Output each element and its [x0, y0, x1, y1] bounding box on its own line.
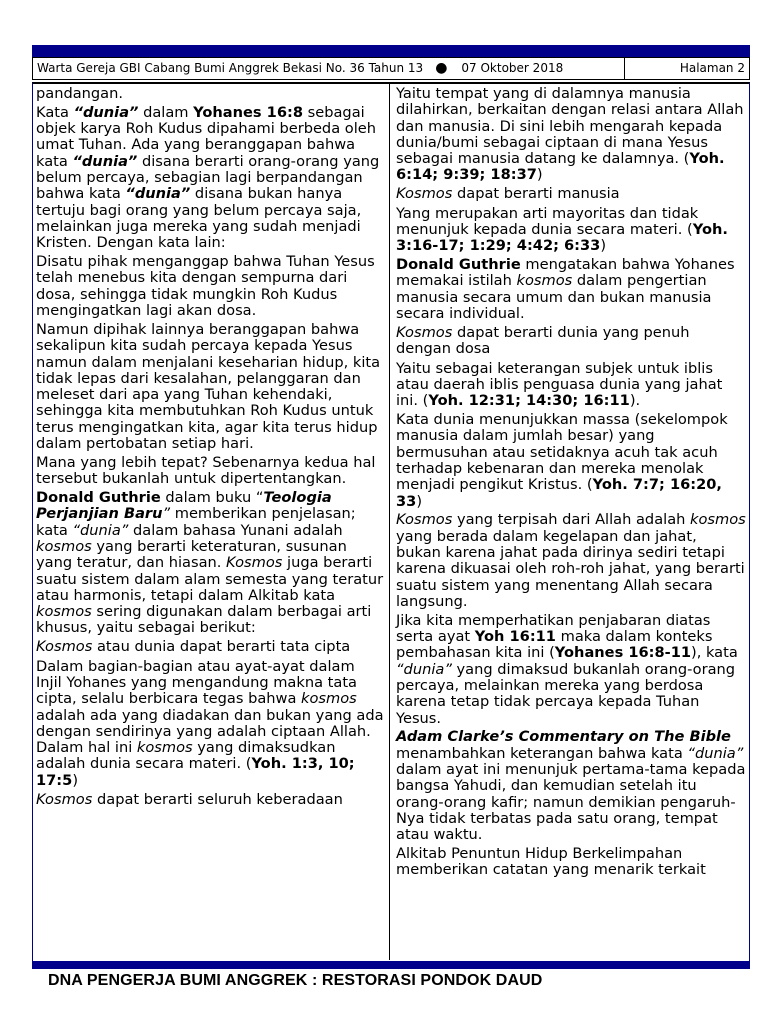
- text-run: ): [416, 492, 423, 510]
- page-header: [32, 57, 750, 80]
- paragraph: [396, 257, 746, 322]
- paragraph: [396, 206, 746, 255]
- right-column: [396, 86, 746, 881]
- section-heading: [396, 186, 746, 202]
- footer-bar: [32, 961, 750, 969]
- text-run: kosmos: [301, 690, 357, 708]
- header-publication: [33, 58, 625, 79]
- text-run: dalam buku: [160, 489, 256, 507]
- paragraph: [396, 86, 746, 184]
- text-run: dalam pengertian manusia secara umum dan bukan manusia secara individual.: [396, 272, 712, 323]
- column-divider: [389, 84, 390, 960]
- text-run: Kosmos: [396, 511, 453, 529]
- text-run: Yoh. 3:16-17; 1:29; 4:42; 6:33: [396, 220, 728, 255]
- paragraph: [36, 659, 384, 789]
- paragraph: [396, 412, 746, 510]
- text-run: ): [536, 166, 543, 184]
- text-run: Kosmos: [396, 323, 453, 341]
- text-run: Donald Guthrie: [36, 489, 161, 507]
- paragraph: [396, 512, 746, 610]
- text-run: Yang merupakan arti mayoritas dan tidak menunjuk kepada dunia secara materi. (: [396, 204, 699, 238]
- text-run: Kosmos: [36, 638, 93, 656]
- text-run: menambahkan keterangan bahwa kata: [396, 744, 688, 762]
- section-heading: [36, 792, 384, 808]
- text-run: “dunia”: [73, 103, 139, 121]
- text-run: kosmos: [690, 511, 746, 529]
- text-run: yang dimaksud bukanlah orang-orang percaya, melainkan mereka yang berdosa karena tetap tidak percaya kepada Tuhan Yesus.: [396, 660, 736, 727]
- section-heading: [36, 639, 384, 655]
- text-run: Kosmos: [226, 554, 283, 572]
- paragraph: [36, 490, 384, 637]
- text-run: Kosmos: [396, 185, 453, 203]
- text-run: Yaitu tempat yang di dalamnya manusia dilahirkan, berkaitan dengan relasi antara Allah dan manusia. Di sini lebih mengarah kepada dunia/bumi sebagai ciptaan di mana Yesus sebagai manusia datang ke dalamnya. (: [396, 85, 744, 168]
- text-run: Yohanes 16:8: [193, 103, 303, 121]
- paragraph: pandangan.: [36, 85, 124, 102]
- text-run: Yoh. 7:7; 16:20, 33: [396, 476, 722, 510]
- header-left-text: Warta Gereja GBI Cabang Bumi Anggrek Bekasi No. 36 Tahun 13: [37, 61, 424, 75]
- text-run: Dalam bagian-bagian atau ayat-ayat dalam Injil Yohanes yang mengandung makna tata cipta, selalu berbicara tegas bahwa: [36, 657, 357, 708]
- text-run: “dunia”: [125, 185, 191, 203]
- text-run: dapat berarti manusia: [452, 185, 620, 203]
- text-run: adalah ada yang diadakan dan bukan yang ada dengan sendirinya yang adalah ciptaan Allah. Dalam hal ini: [36, 706, 384, 757]
- text-run: Adam Clarke’s Commentary on The Bible: [396, 728, 731, 746]
- paragraph: [396, 729, 746, 843]
- paragraph: Disatu pihak menganggap bahwa Tuhan Yesus telah menebus kita dengan sempurna dari dosa, sehingga tidak mungkin Roh Kudus mengingatkan lagi akan dosa.: [36, 253, 375, 320]
- text-run: kosmos: [516, 272, 573, 290]
- section-heading: [396, 325, 746, 358]
- header-page-number: Halaman 2: [679, 61, 745, 75]
- text-run: Donald Guthrie: [396, 256, 521, 274]
- header-top-bar: [32, 45, 750, 57]
- text-run: Yoh. 6:14; 9:39; 18:37: [396, 150, 725, 184]
- text-run: juga berarti suatu sistem dalam alam semesta yang teratur atau harmonis, tetapi dalam Alkitab kata: [36, 554, 384, 604]
- text-run: kosmos: [36, 537, 92, 555]
- header-bullet: ●: [435, 60, 448, 76]
- text-run: yang berarti keteraturan, susunan yang teratur, dan hiasan.: [36, 537, 347, 572]
- text-run: sebagai objek karya Roh Kudus dipahami berbeda oleh umat Tuhan. Ada yang beranggapan bahwa kata: [36, 103, 376, 170]
- text-run: dalam ayat ini menunjuk pertama-tama kepada bangsa Yahudi, dan kemudian setelah itu orang-orang kafir; namun demikian pengaruh-Nya tidak terbatas pada satu orang, tempat atau waktu.: [396, 761, 746, 844]
- paragraph: [36, 105, 384, 252]
- text-run: yang berada dalam kegelapan dan jahat, bukan karena jahat pada dirinya sediri tetapi karena dikuasai oleh roh-roh jahat, yang berarti suatu sistem yang menentang Allah secara langsung.: [396, 527, 745, 610]
- text-run: Yohanes 16:8-11: [554, 644, 692, 662]
- text-run: mengatakan bahwa Yohanes memakai istilah: [396, 256, 735, 290]
- header-date: 07 Oktober 2018: [461, 61, 564, 75]
- left-column: [36, 86, 384, 811]
- text-run: memberikan penjelasan; kata: [36, 505, 356, 539]
- text-run: ): [600, 237, 607, 255]
- text-run: Yoh. 12:31; 14:30; 16:11: [428, 392, 630, 410]
- text-run: Kata: [36, 103, 74, 121]
- paragraph: Alkitab Penuntun Hidup Berkelimpahan memberikan catatan yang menarik terkait: [396, 845, 706, 879]
- text-run: Yoh. 1:3, 10; 17:5: [36, 755, 355, 789]
- paragraph: Mana yang lebih tepat? Sebenarnya kedua hal tersebut bukanlah untuk dipertentangkan.: [36, 453, 376, 488]
- text-run: dalam bahasa Yunani adalah: [128, 521, 343, 539]
- paragraph: [396, 613, 746, 727]
- text-run: maka dalam konteks pembahasan kita ini (: [396, 628, 713, 662]
- text-run: disana berarti orang-orang yang belum percaya, sebagian lagi berpandangan bahwa kata: [36, 152, 380, 203]
- text-run: “dunia”: [72, 521, 129, 539]
- text-run: Kata dunia menunjukkan massa (sekelompok manusia dalam jumlah besar) yang bermusuhan atau setidaknya acuh tak acuh terhadap kebenaran dan mereka menolak menjadi pengikut Kristus. (: [396, 411, 728, 494]
- text-run: Yoh 16:11: [474, 628, 556, 646]
- text-run: atau dunia dapat berarti tata cipta: [92, 638, 351, 656]
- text-run: “dunia”: [396, 660, 452, 678]
- text-run: “dunia”: [687, 744, 744, 762]
- text-run: “dunia”: [72, 152, 138, 170]
- text-run: kosmos: [136, 739, 193, 757]
- text-run: Jika kita memperhatikan penjabaran diatas serta ayat: [396, 611, 711, 646]
- text-run: disana bukan hanya tertuju bagi orang yang belum percaya saja, melainkan juga mereka yang sudah menjadi Kristen. Dengan kata lain:: [36, 185, 362, 252]
- paragraph: [396, 361, 746, 410]
- text-run: dapat berarti dunia yang penuh dengan dosa: [396, 323, 690, 358]
- text-run: yang dimaksudkan adalah dunia secara materi. (: [36, 739, 336, 773]
- footer-text: DNA PENGERJA BUMI ANGGREK : RESTORASI PONDOK DAUD: [48, 972, 543, 989]
- text-run: Kosmos: [36, 790, 93, 808]
- text-run: ): [72, 771, 79, 789]
- text-run: Teologia Perjanjian Baru: [36, 489, 332, 523]
- text-run: ”: [162, 505, 171, 523]
- text-run: dapat berarti seluruh keberadaan: [92, 790, 343, 808]
- text-run: yang terpisah dari Allah adalah: [452, 511, 691, 529]
- text-run: kosmos: [36, 603, 92, 621]
- text-run: ), kata: [691, 644, 738, 662]
- text-run: dalam: [138, 103, 194, 121]
- text-run: “: [255, 489, 264, 507]
- paragraph: Namun dipihak lainnya beranggapan bahwa sekalipun kita sudah percaya kepada Yesus namun dalam menjalani keseharian hidup, kita tidak lepas dari kesalahan, pelanggaran dan meleset dari apa yang Tuhan kehendaki, sehingga kita membutuhkan Roh Kudus untuk terus mengingatkan kita, agar kita terus hidup dalam pertobatan setiap hari.: [36, 320, 381, 453]
- text-run: sering digunakan dalam berbagai arti khusus, yaitu sebagai berikut:: [36, 603, 372, 637]
- text-run: ).: [629, 392, 641, 410]
- text-run: Yaitu sebagai keterangan subjek untuk iblis atau daerah iblis penguasa dunia yang jahat ini. (: [396, 359, 723, 410]
